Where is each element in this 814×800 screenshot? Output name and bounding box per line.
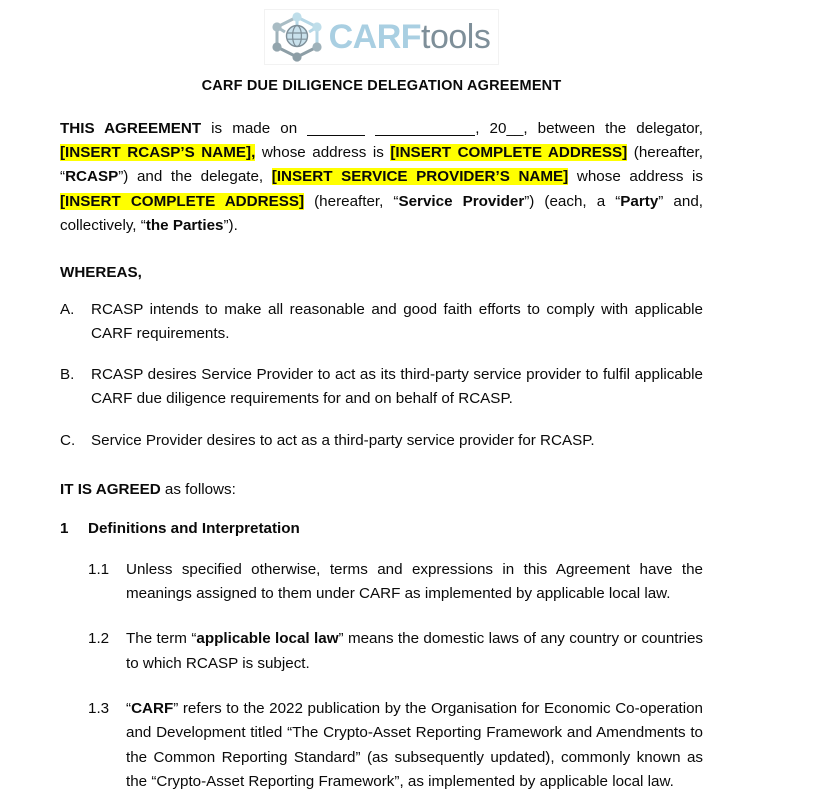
recital-text: Service Provider desires to act as a third-party service provider for RCASP. bbox=[91, 431, 595, 449]
lead-this-agreement: THIS AGREEMENT bbox=[60, 120, 202, 137]
subclause-number: 1.1 bbox=[88, 560, 110, 578]
placeholder-service-provider-name: [INSERT SERVICE PROVIDER’S NAME] bbox=[271, 168, 569, 186]
blank-line-long bbox=[375, 135, 475, 136]
carftools-hexagon-network-globe-logo bbox=[269, 12, 325, 62]
clause-heading-1 bbox=[60, 520, 703, 537]
defined-term-rcasp: RCASP bbox=[65, 168, 119, 186]
subclause-1-1 bbox=[88, 558, 703, 607]
recital-text: RCASP desires Service Provider to act as its third-party service provider to fulfil applicable CARF due diligence requirements for and on behalf of RCASP. bbox=[91, 366, 703, 408]
placeholder-rcasp-name: [INSERT RCASP’S NAME], bbox=[60, 144, 256, 162]
recital-text: RCASP intends to make all reasonable and good faith efforts to comply with applicable CARF requirements. bbox=[91, 300, 703, 343]
logo-word-carf: CARF bbox=[328, 18, 422, 56]
it-is-agreed-rest: as follows: bbox=[160, 480, 236, 498]
recital-marker: B. bbox=[60, 366, 75, 384]
logo-word-tools: tools bbox=[421, 18, 491, 56]
page-title: CARF DUE DILIGENCE DELEGATION AGREEMENT bbox=[201, 78, 562, 94]
lead-each-a: ”) (each, a “ bbox=[524, 192, 621, 210]
subclause-1-3-prefix: “ bbox=[126, 699, 132, 717]
blank-line-short bbox=[307, 135, 365, 136]
clause-number: 1 bbox=[60, 519, 69, 537]
lead-hereafter-2: (hereafter, “ bbox=[304, 192, 399, 210]
it-is-agreed-bold: IT IS AGREED bbox=[60, 480, 161, 498]
subclause-text bbox=[126, 697, 703, 794]
defined-term-applicable-local-law: applicable local law bbox=[196, 630, 339, 648]
carftools-logo bbox=[264, 9, 500, 65]
logo-wordmark bbox=[329, 20, 491, 54]
subclause-number: 1.2 bbox=[88, 630, 110, 648]
subclause-1-2-suffix: ” means the domestic laws of any country or countries to which RCASP is subject. bbox=[126, 630, 703, 672]
whereas-heading: WHEREAS, bbox=[60, 263, 142, 281]
recital-marker: A. bbox=[60, 300, 75, 318]
subclause-1-2 bbox=[88, 627, 703, 676]
subclause-1-2-prefix: The term “ bbox=[126, 630, 197, 648]
lead-whose-address-1: whose address is bbox=[255, 144, 391, 162]
recital-item-a bbox=[60, 298, 703, 346]
subclause-1-3 bbox=[88, 697, 703, 794]
subclause-1-3-suffix: ” refers to the 2022 publication by the Organisation for Economic Co-operation and Development titled “The Crypto-Asset Reporting Framework and Amendments to the Common Reporting Standard” (as subsequently updated), commonly known as the “Crypto-Asset Reporting Framework”, as implemented by applicable local law. bbox=[126, 699, 703, 790]
lead-whose-address-2: whose address is bbox=[568, 168, 704, 186]
placeholder-rcasp-address: [INSERT COMPLETE ADDRESS] bbox=[390, 144, 628, 162]
defined-term-the-parties: the Parties bbox=[145, 216, 224, 234]
subclause-text bbox=[126, 627, 703, 676]
lead-closing: ”). bbox=[223, 216, 238, 234]
subclause-number: 1.3 bbox=[88, 699, 110, 717]
defined-term-service-provider: Service Provider bbox=[398, 192, 525, 210]
recital-item-c bbox=[60, 429, 703, 453]
lead-collectively: ” and, collectively, “ bbox=[60, 192, 703, 234]
lead-hereafter-1: (hereafter, “ bbox=[60, 144, 703, 186]
placeholder-service-provider-address: [INSERT COMPLETE ADDRESS] bbox=[60, 192, 305, 210]
lead-and-delegate: ”) and the delegate, bbox=[118, 168, 272, 186]
lead-year-between: , 20__, between the delegator, bbox=[475, 120, 703, 137]
defined-term-carf: CARF bbox=[131, 699, 174, 717]
logo-header bbox=[60, 0, 703, 68]
clause-title: Definitions and Interpretation bbox=[88, 519, 300, 537]
recital-marker: C. bbox=[60, 431, 76, 449]
recital-item-b bbox=[60, 363, 703, 411]
subclause-text: Unless specified otherwise, terms and expressions in this Agreement have the meanings assigned to them under CARF as implemented by applicable local law. bbox=[126, 560, 703, 603]
lead-paragraph bbox=[60, 117, 703, 238]
lead-made-on: is made on bbox=[201, 120, 308, 137]
defined-term-party: Party bbox=[620, 192, 659, 210]
it-is-agreed-heading bbox=[60, 481, 703, 498]
